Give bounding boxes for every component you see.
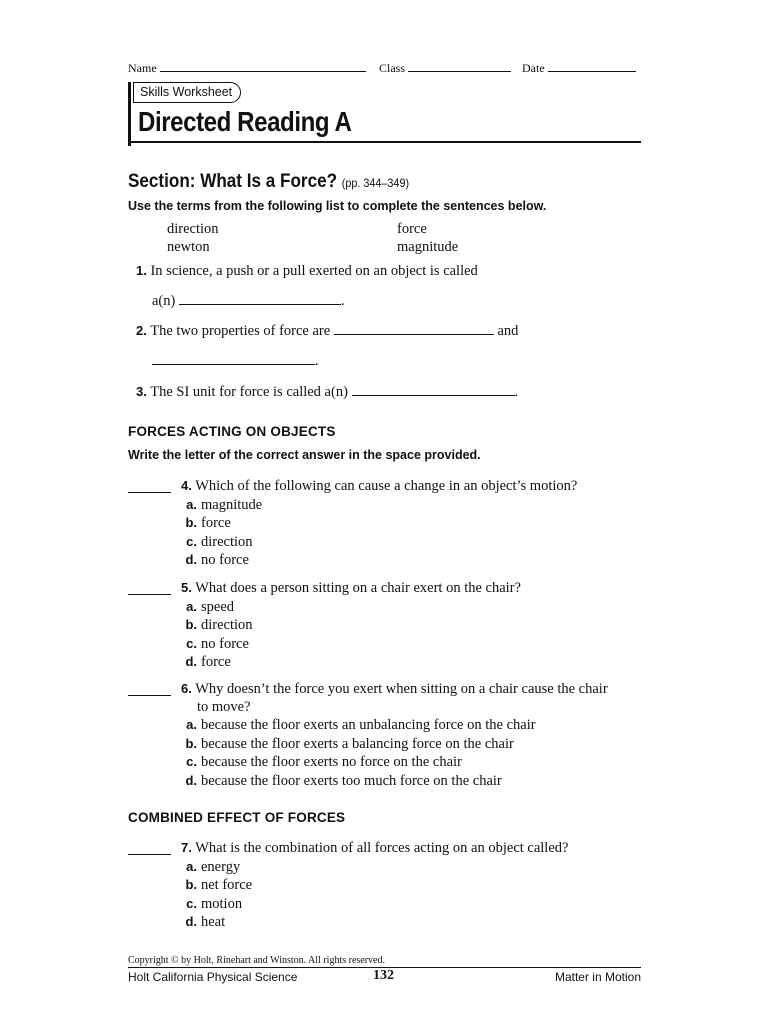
page-title: Directed Reading A [138, 106, 352, 137]
option-letter: a. [186, 717, 197, 733]
option-letter: c. [186, 754, 197, 770]
option [181, 735, 608, 754]
option-letter: a. [186, 858, 197, 874]
question-number: 6. [181, 681, 192, 696]
option-text: direction [201, 533, 253, 550]
question-2-answer [152, 352, 319, 370]
question-number: 7. [181, 840, 192, 855]
class-label: Class [379, 61, 406, 75]
question-text: The SI unit for force is called a(n) [150, 384, 348, 400]
option-text: direction [201, 617, 253, 634]
period: . [315, 353, 319, 369]
term-force: force [397, 221, 427, 237]
option-text: because the floor exerts no force on the chair [201, 754, 462, 771]
option-text: magnitude [201, 496, 263, 513]
question-7 [181, 839, 568, 932]
option-text: force [201, 654, 231, 671]
option-letter: c. [186, 635, 197, 651]
name-field[interactable] [128, 60, 366, 76]
class-field[interactable] [379, 60, 511, 76]
period: . [514, 384, 519, 400]
option-text: no force [201, 635, 249, 652]
question-number: 3. [136, 384, 147, 399]
option [181, 876, 568, 895]
term-magnitude: magnitude [397, 239, 459, 255]
answer-blank[interactable] [179, 304, 341, 305]
question-6 [181, 680, 608, 791]
answer-blank[interactable] [352, 395, 515, 396]
option-letter: d. [185, 654, 197, 670]
option-letter: a. [186, 598, 197, 614]
question-text: In science, a push or a pull exerted on an object is called [150, 263, 478, 279]
option-text: because the floor exerts too much force on the chair [201, 772, 502, 789]
option-letter: b. [185, 735, 197, 751]
option-text: because the floor exerts a balancing force on the chair [201, 735, 514, 752]
option-text: force [201, 515, 231, 532]
term-newton: newton [167, 239, 210, 255]
name-blank[interactable] [160, 60, 366, 72]
answer-blank[interactable] [152, 364, 315, 365]
worksheet-badge: Skills Worksheet [133, 82, 241, 103]
question-1-answer [152, 292, 345, 310]
title-rule [131, 141, 641, 143]
option [181, 616, 521, 635]
title-bar [128, 82, 131, 146]
question-1 [136, 262, 478, 280]
answer-line[interactable] [128, 491, 171, 493]
option [181, 913, 568, 932]
question-2 [136, 322, 518, 340]
period: . [340, 293, 345, 309]
section-title [128, 171, 409, 193]
question-3 [136, 383, 518, 401]
footer-chapter: Matter in Motion [554, 970, 641, 984]
option-letter: d. [185, 772, 197, 788]
class-blank[interactable] [408, 60, 511, 72]
option [181, 653, 521, 672]
question-text: Which of the following can cause a change in an object’s motion? [195, 478, 578, 494]
option-text: because the floor exerts an unbalancing force on the chair [201, 717, 536, 734]
section-pages: (pp. 344–349) [341, 176, 410, 190]
answer-blank[interactable] [334, 334, 494, 335]
option-letter: d. [185, 914, 197, 930]
answer-line[interactable] [128, 694, 171, 696]
heading-forces-acting: FORCES ACTING ON OBJECTS [128, 424, 336, 439]
footer-book-title: Holt California Physical Science [128, 970, 298, 984]
option [181, 533, 577, 552]
option [181, 496, 577, 515]
option [181, 551, 577, 570]
question-text: and [497, 323, 519, 339]
copyright: Copyright © by Holt, Rinehart and Winston. All rights reserved. [128, 955, 385, 966]
term-direction: direction [167, 221, 219, 237]
page-number: 132 [373, 968, 394, 983]
option [181, 753, 608, 772]
date-blank[interactable] [548, 60, 636, 72]
question-number: 2. [136, 323, 147, 338]
option-letter: b. [185, 617, 197, 633]
option-letter: c. [186, 895, 197, 911]
date-field[interactable] [522, 60, 636, 76]
question-number: 4. [181, 478, 192, 493]
option [181, 514, 577, 533]
question-4 [181, 477, 577, 570]
instructions-letter: Write the letter of the correct answer in the space provided. [128, 448, 481, 462]
answer-line[interactable] [128, 593, 171, 595]
question-text: The two properties of force are [150, 323, 331, 339]
option [181, 635, 521, 654]
name-label: Name [128, 61, 157, 75]
option-text: speed [201, 598, 235, 615]
option-text: motion [201, 895, 243, 912]
date-label: Date [522, 61, 545, 75]
question-text: What is the combination of all forces acting on an object called? [195, 840, 569, 856]
option-text: heat [201, 914, 226, 931]
option-letter: c. [186, 533, 197, 549]
question-number: 1. [136, 263, 147, 278]
section-heading: Section: What Is a Force? [128, 171, 338, 192]
option [181, 772, 608, 791]
heading-combined-effect: COMBINED EFFECT OF FORCES [128, 810, 346, 825]
option-letter: a. [186, 496, 197, 512]
instructions-terms: Use the terms from the following list to complete the sentences below. [128, 199, 547, 213]
option [181, 716, 608, 735]
question-number: 5. [181, 580, 192, 595]
question-5 [181, 579, 521, 672]
question-text-continued: to move? [197, 698, 251, 715]
option [181, 598, 521, 617]
option-letter: d. [185, 552, 197, 568]
question-text: What does a person sitting on a chair exert on the chair? [195, 580, 521, 596]
option-text: no force [201, 552, 249, 569]
answer-line[interactable] [128, 853, 171, 855]
question-text: a(n) [152, 293, 176, 309]
option-letter: b. [185, 515, 197, 531]
option-text: net force [201, 877, 253, 894]
question-text: Why doesn’t the force you exert when sitting on a chair cause the chair [195, 681, 608, 697]
option-text: energy [201, 858, 241, 875]
option [181, 858, 568, 877]
option [181, 895, 568, 914]
option-letter: b. [185, 877, 197, 893]
